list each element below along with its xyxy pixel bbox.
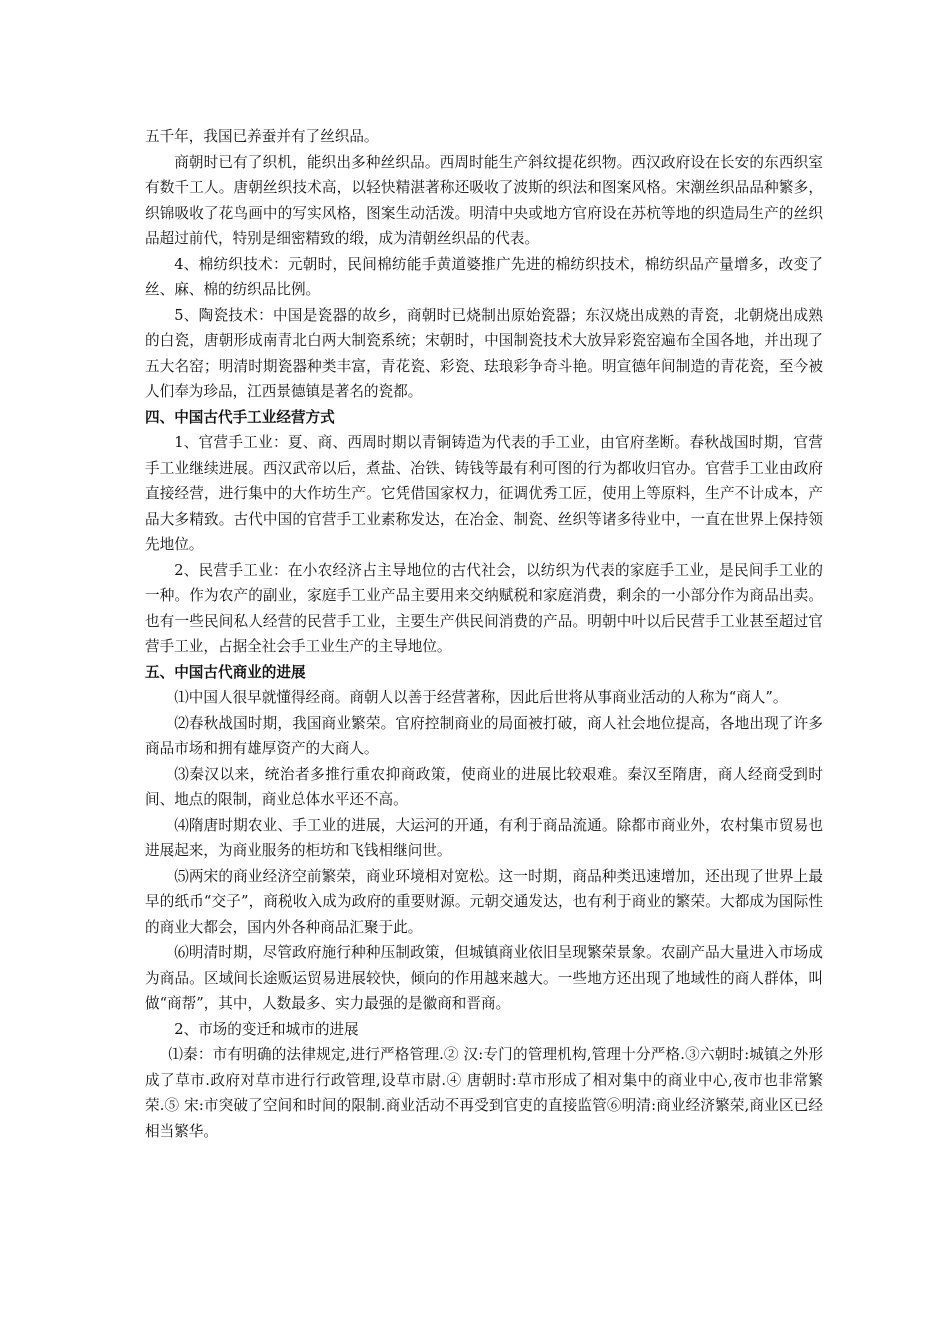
paragraph: ⑶秦汉以来，统治者多推行重农抑商政策，使商业的进展比较艰难。秦汉至隋唐，商人经商受到时间、地点的限制，商业总体水平还不高。 xyxy=(145,765,823,808)
paragraph: 5、陶瓷技术：中国是瓷器的故乡，商朝时已烧制出原始瓷器；东汉烧出成熟的青瓷，北朝烧出成熟的白瓷，唐朝形成南青北白两大制瓷系统；宋朝时，中国制瓷技术大放异彩瓷窑遍布全国各地，并出现了五大名窑；明清时期瓷器种类丰富，青花瓷、彩瓷、珐琅彩争奇斗艳。明宣德年间制造的青花瓷，至今被人们奉为珍品，江西景德镇是著名的瓷都。 xyxy=(145,306,823,400)
paragraph: 2、民营手工业：在小农经济占主导地位的古代社会，以纺织为代表的家庭手工业，是民间手工业的一种。作为农产的副业，家庭手工业产品主要用来交纳赋税和家庭消费，剩余的一小部分作为商品出卖。也有一些民间私人经营的民营手工业，主要生产供民间消费的产品。明朝中叶以后民营手工业甚至超过官营手工业，占据全社会手工业生产的主导地位。 xyxy=(145,561,823,655)
paragraph: ⑵春秋战国时期，我国商业繁荣。官府控制商业的局面被打破，商人社会地位提高，各地出现了许多商品市场和拥有雄厚资产的大商人。 xyxy=(145,714,823,757)
paragraph: 1、官营手工业：夏、商、西周时期以青铜铸造为代表的手工业，由官府垄断。春秋战国时期，官营手工业继续进展。西汉武帝以后，煮盐、冶铁、铸钱等最有利可图的行为都收归官办。官营手工业由政府直接经营，进行集中的大作坊生产。它凭借国家权力，征调优秀工匠，使用上等原料，生产不计成本，产品大多精致。古代中国的官营手工业素称发达，在冶金、制瓷、丝织等诸多待业中，一直在世界上保持领先地位。 xyxy=(145,434,823,553)
paragraph: 五千年，我国已养蚕并有了丝织品。 xyxy=(145,128,379,145)
paragraph: 4、棉纺织技术：元朝时，民间棉纺能手黄道婆推广先进的棉纺织技术，棉纺织品产量增多，改变了丝、麻、棉的纺织品比例。 xyxy=(145,255,823,298)
section-heading: 五、中国古代商业的进展 xyxy=(145,663,306,681)
paragraph: ⑴秦：市有明确的法律规定,进行严格管理.② 汉:专门的管理机构,管理十分严格.③六朝时:城镇之外形成了草市.政府对草市进行行政管理,设草市尉.④ 唐朝时:草市形成了相对集中的商业中心,夜市也非常繁荣.⑤ 宋:市突破了空间和时间的限制.商业活动不再受到官吏的直接监管⑥明清:商业经济繁荣,商业区已经相当繁华。 xyxy=(145,1046,823,1140)
paragraph: 商朝时已有了织机，能织出多种丝织品。西周时能生产斜纹提花织物。西汉政府设在长安的东西织室有数千工人。唐朝丝织技术高，以轻快精湛著称还吸收了波斯的织法和图案风格。宋潮丝织品品种繁多，织锦吸收了花鸟画中的写实风格，图案生动活泼。明清中央或地方官府设在苏杭等地的织造局生产的丝织品超过前代，特别是细密精致的缎，成为清朝丝织品的代表。 xyxy=(145,153,823,247)
section-heading: 四、中国古代手工业经营方式 xyxy=(145,408,335,426)
paragraph: ⑹明清时期，尽管政府施行种种压制政策，但城镇商业依旧呈现繁荣景象。农副产品大量进入市场成为商品。区域间长途贩运贸易进展较快，倾向的作用越来越大。一些地方还出现了地域性的商人群体，叫做“商帮”，其中，人数最多、实力最强的是徽商和晋商。 xyxy=(145,944,823,1012)
paragraph: ⑴中国人很早就懂得经商。商朝人以善于经营著称，因此后世将从事商业活动的人称为“商人”。 xyxy=(174,689,788,706)
paragraph: ⑸两宋的商业经济空前繁荣，商业环境相对宽松。这一时期，商品种类迅速增加，还出现了世界上最早的纸币“交子”，商税收入成为政府的重要财源。元朝交通发达，也有利于商业的繁荣。大都成为国际性的商业大都会，国内外各种商品汇聚于此。 xyxy=(145,867,823,936)
paragraph: 2、市场的变迁和城市的进展 xyxy=(174,1020,359,1038)
document-page xyxy=(145,124,823,1144)
paragraph: ⑷隋唐时期农业、手工业的进展，大运河的开通，有利于商品流通。除都市商业外，农村集市贸易也进展起来，为商业服务的柜坊和飞钱相继问世。 xyxy=(145,816,823,859)
